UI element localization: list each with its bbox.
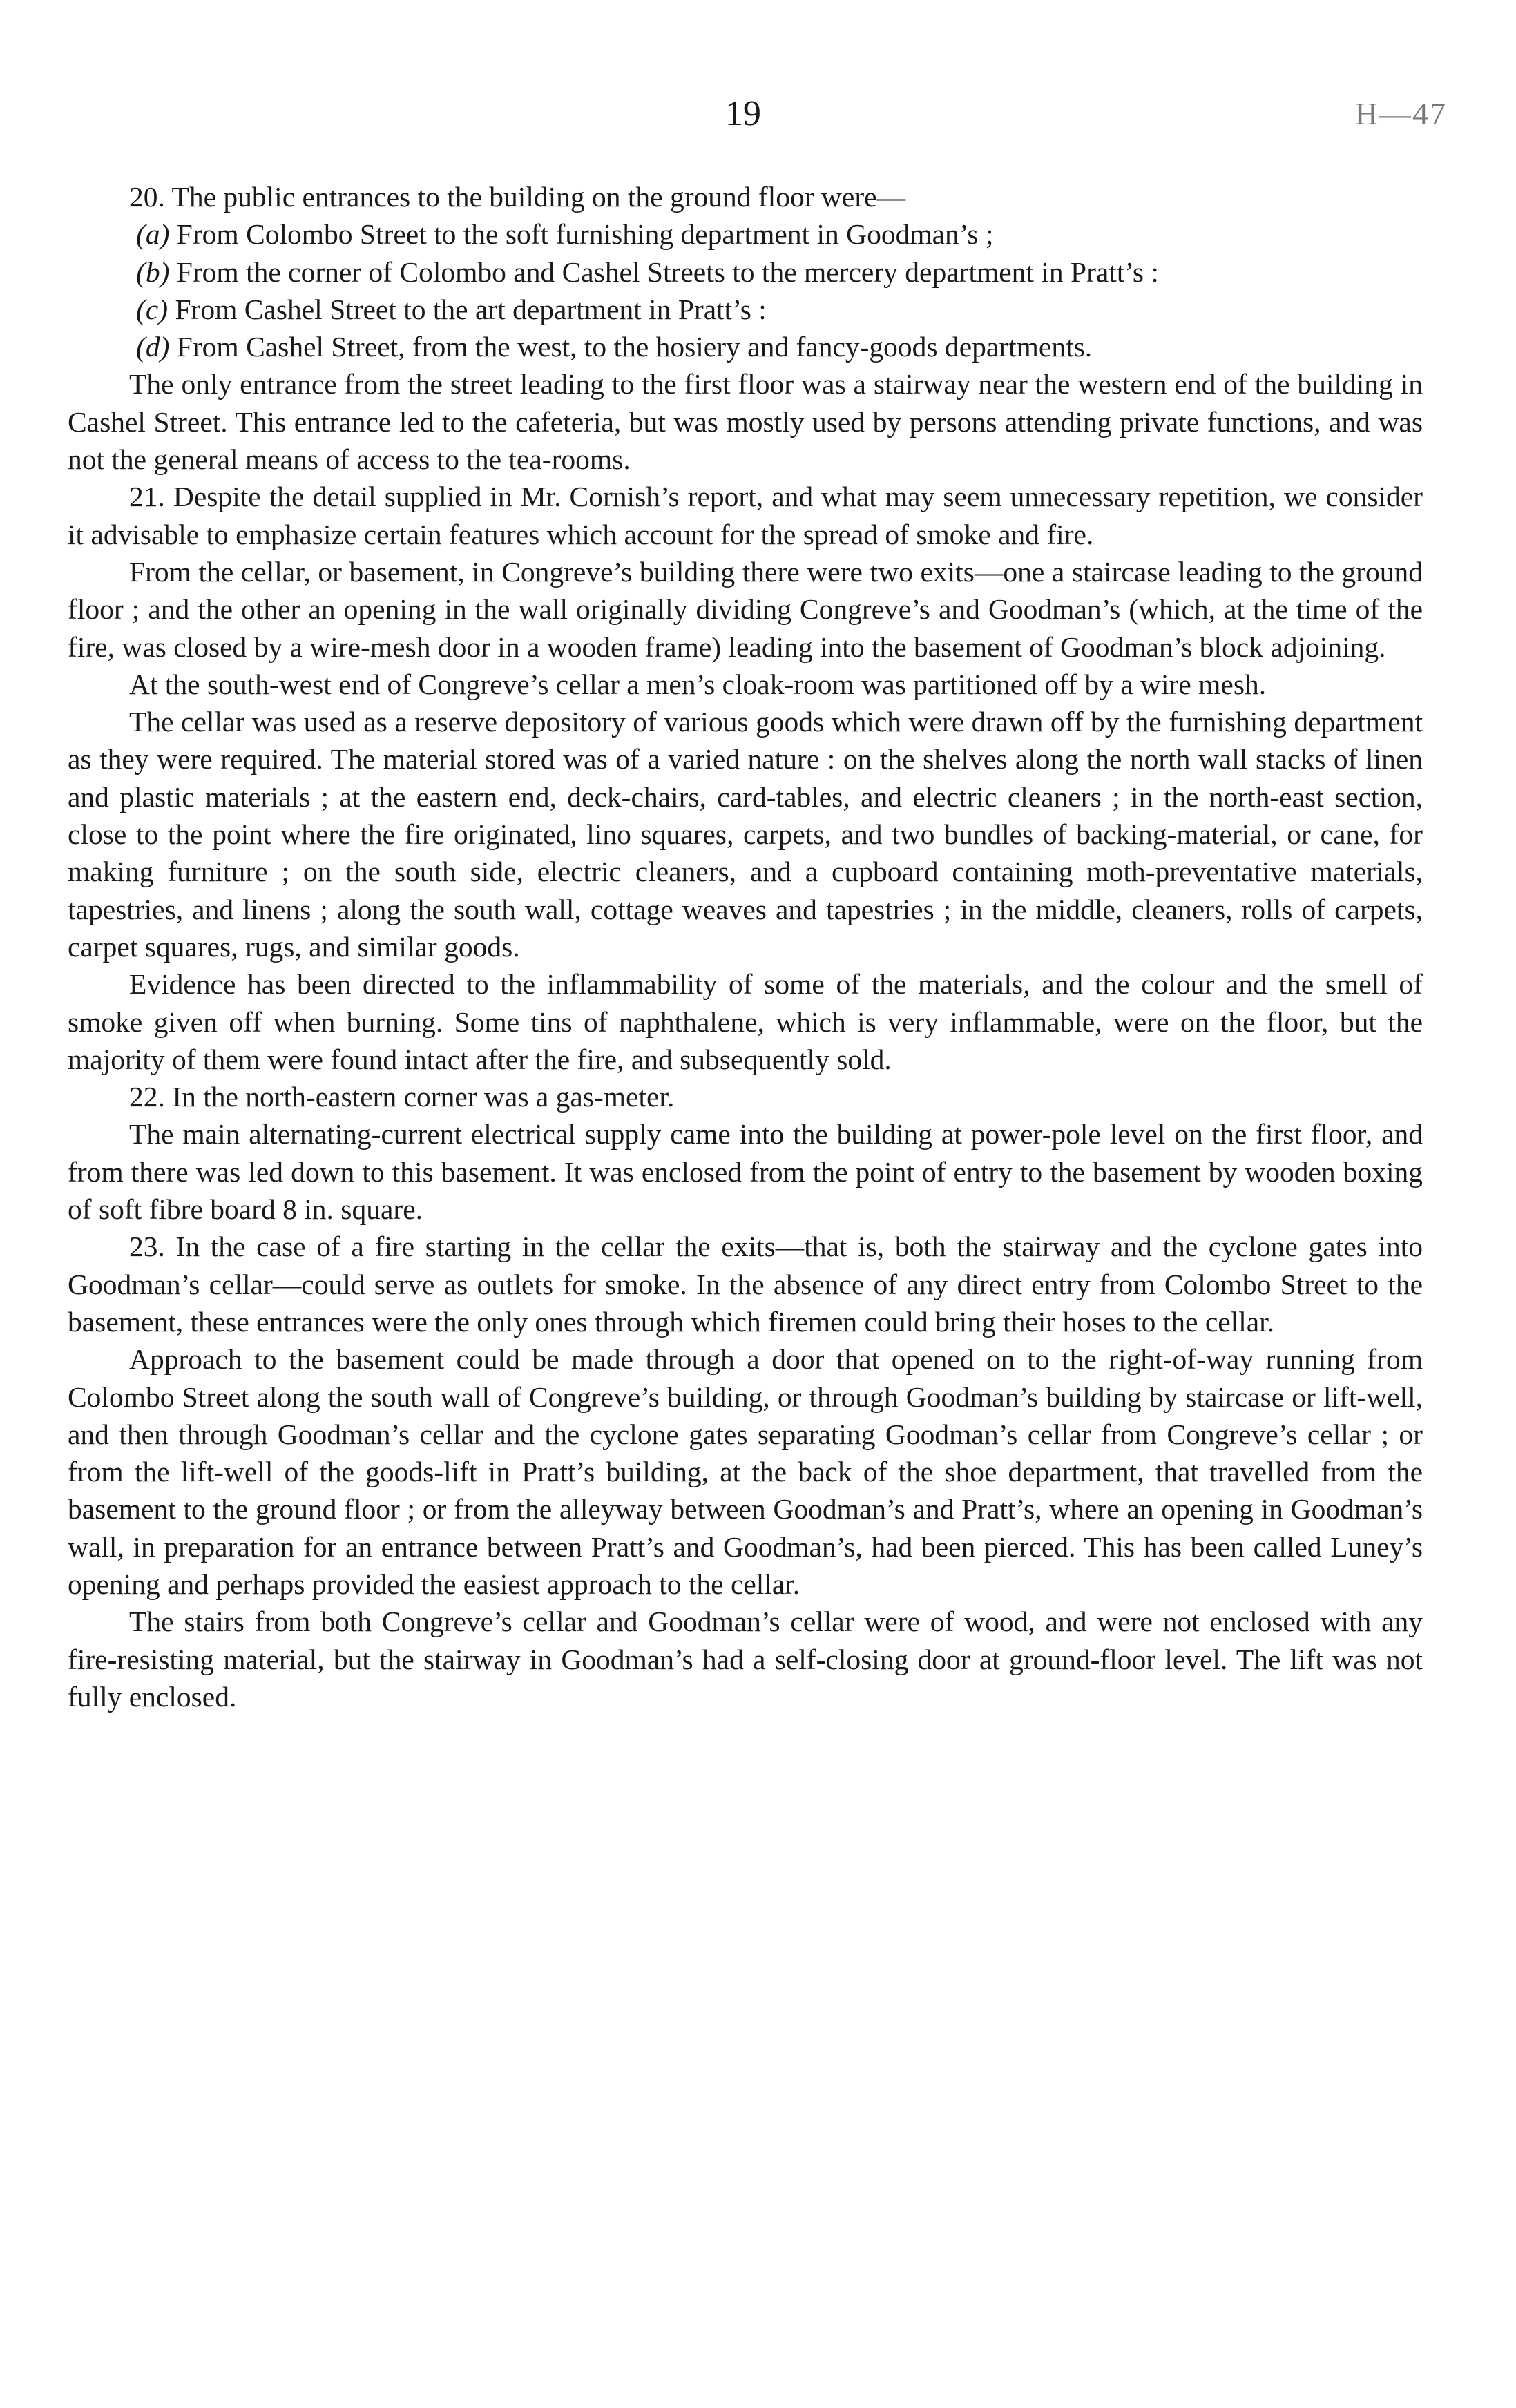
- list-item-c: (c) From Cashel Street to the art department in Pratt’s :: [136, 293, 767, 325]
- paragraph: Evidence has been directed to the inflammability of some of the materials, and the colour and the smell of smoke given off when burning. Some tins of naphthalene, which is very inflammable, were on the floor, but the majority of them were found intact after the fire, and subsequently sold.: [68, 968, 1423, 1075]
- page-header: [0, 86, 1516, 142]
- paragraph-23: 23. In the case of a fire starting in the cellar the exits—that is, both the stairway and the cyclone gates into Goodman’s cellar—could serve as outlets for smoke. In the absence of any direct entry from Colombo Street to the basement, these entrances were the only ones through which firemen could bring their hoses to the cellar.: [68, 1231, 1423, 1338]
- list-item-a: (a) From Colombo Street to the soft furnishing department in Goodman’s ;: [136, 218, 994, 251]
- paragraph: The stairs from both Congreve’s cellar and Goodman’s cellar were of wood, and were not enclosed with any fire-resisting material, but the stairway in Goodman’s had a self-closing door at ground-floor level. The lift was not fully enclosed.: [68, 1606, 1423, 1713]
- paragraph-20-intro: 20. The public entrances to the building on the ground floor were—: [129, 181, 906, 213]
- paragraph: From the cellar, or basement, in Congreve’s building there were two exits—one a staircase leading to the ground floor ; and the other an opening in the wall originally dividing Congreve’s and Goodman’s (which, at the time of the fire, was closed by a wire-mesh door in a wooden frame) leading into the basement of Goodman’s block adjoining.: [68, 555, 1423, 663]
- list-item-b: (b) From the corner of Colombo and Cashel Streets to the mercery department in Pratt’s :: [136, 256, 1159, 288]
- paragraph: The main alternating-current electrical supply came into the building at power-pole level on the first floor, and from there was led down to this basement. It was enclosed from the point of entry to the basement by wooden boxing of soft fibre board 8 in. square.: [68, 1118, 1423, 1226]
- paragraph: At the south-west end of Congreve’s cellar a men’s cloak-room was partitioned off by a wire mesh.: [129, 668, 1267, 700]
- body-text: [68, 178, 1423, 1715]
- paragraph-22: 22. In the north-eastern corner was a gas-meter.: [129, 1081, 675, 1113]
- paragraph-21: 21. Despite the detail supplied in Mr. Cornish’s report, and what may seem unnecessary repetition, we consider it advisable to emphasize certain features which account for the spread of smoke and fire.: [68, 481, 1423, 550]
- page-number: 19: [725, 94, 761, 133]
- series-reference: H—47: [1354, 96, 1447, 131]
- paragraph: The cellar was used as a reserve depository of various goods which were drawn off by the furnishing department as they were required. The material stored was of a varied nature : on the shelves along the north wall stacks of linen and plastic materials ; at the eastern end, deck-chairs, card-tables, and electric cleaners ; in the north-east section, close to the point where the fire originated, lino squares, carpets, and two bundles of backing-material, or cane, for making furniture ; on the south side, electric cleaners, and a cupboard containing moth-preventative materials, tapestries, and linens ; along the south wall, cottage weaves and tapestries ; in the middle, cleaners, rolls of carpets, carpet squares, rugs, and similar goods.: [68, 706, 1423, 963]
- paragraph: The only entrance from the street leading to the first floor was a stairway near the western end of the building in Cashel Street. This entrance led to the cafeteria, but was mostly used by persons attending private functions, and was not the general means of access to the tea-rooms.: [68, 368, 1423, 476]
- paragraph: Approach to the basement could be made through a door that opened on to the right-of-way running from Colombo Street along the south wall of Congreve’s building, or through Goodman’s building by staircase or lift-well, and then through Goodman’s cellar and the cyclone gates separating Goodman’s cellar from Congreve’s cellar ; or from the lift-well of the goods-lift in Pratt’s building, at the back of the shoe department, that travelled from the basement to the ground floor ; or from the alleyway between Goodman’s and Pratt’s, where an opening in Goodman’s wall, in preparation for an entrance between Pratt’s and Goodman’s, had been pierced. This has been called Luney’s opening and perhaps provided the easiest approach to the cellar.: [68, 1343, 1423, 1600]
- list-item-d: (d) From Cashel Street, from the west, to the hosiery and fancy-goods departments.: [136, 331, 1093, 363]
